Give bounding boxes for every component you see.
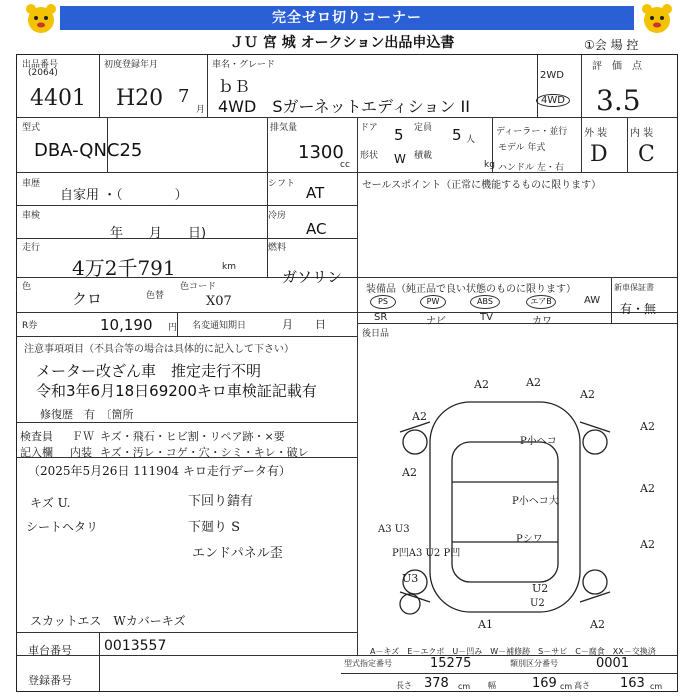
tax-label: 名変通知期日 xyxy=(192,321,247,331)
load-unit: kg xyxy=(484,160,495,170)
equip-airbag: エアB xyxy=(526,295,556,309)
fw-label: ＦＷ xyxy=(72,430,94,443)
inspect-label: 車検 xyxy=(22,211,41,221)
dmg-mark-3: A2 xyxy=(580,388,595,401)
tax-value: 月 日 xyxy=(282,318,326,331)
car-name-line2: 4WD Sガーネットエディション II xyxy=(218,97,470,116)
hand-note-line: （2025年5月26日 111904 キロ走行データ有） xyxy=(28,464,291,478)
width-unit: cm xyxy=(560,682,573,691)
type-no-label: 型式指定番号 xyxy=(344,659,392,668)
rating-label: 評 価 点 xyxy=(592,61,642,72)
dmg-mark-2: A2 xyxy=(526,376,541,389)
chassis-label: 車台番号 xyxy=(28,644,72,657)
equip-abs: ABS xyxy=(470,295,500,309)
lot-no-sub: (2064) xyxy=(28,68,58,78)
height-unit: cm xyxy=(650,682,663,691)
type-no-value: 15275 xyxy=(430,656,472,671)
mascot-icon-left xyxy=(20,2,62,40)
damage-legend: A－キズ E－エクボ U－凹み W－補修跡 S－サビ C－腐食 XX－交換済 xyxy=(370,647,656,656)
disp-label: 排気量 xyxy=(270,123,298,133)
reg-no-label: 登録番号 xyxy=(28,674,72,687)
dmg-mark-10: A2 xyxy=(590,618,605,631)
length-label: 長さ xyxy=(396,681,412,690)
door-value: 5 xyxy=(394,126,404,144)
venue-label: ①会 場 控 xyxy=(584,38,639,52)
repair-history: 修復歴 有 〔箇所 xyxy=(40,408,134,421)
color-code: X07 xyxy=(206,294,232,309)
dmg-inside-4: P凹A3 U2 P凹 xyxy=(392,548,461,559)
width-value: 169 xyxy=(532,676,557,691)
load-label: 積載 xyxy=(414,151,433,161)
dmg-mark-6: A2 xyxy=(402,466,417,479)
fw-items: キズ・飛石・ヒビ割・リペア跡・×要 xyxy=(100,430,285,443)
equip-aw: AW xyxy=(584,295,601,306)
mascot-icon-right xyxy=(636,2,678,40)
record-label: 記入欄 xyxy=(20,446,53,459)
exterior-grade: D xyxy=(590,142,608,167)
color-value: クロ xyxy=(72,290,103,308)
rear-label: 後日品 xyxy=(362,329,390,339)
new-car-value: 有・無 xyxy=(620,302,657,316)
new-car-label: 新車保証書 xyxy=(614,283,654,292)
height-label: 高さ xyxy=(574,681,590,690)
car-name-label: 車名・グレード xyxy=(212,60,276,70)
exterior-label: 外 装 xyxy=(584,128,608,139)
shift-label: シフト xyxy=(268,179,296,189)
equip-ps: PS xyxy=(370,295,396,309)
dmg-mark-7: A2 xyxy=(640,482,655,495)
history-label: 車歴 xyxy=(22,179,41,189)
reg-label: 初度登録年月 xyxy=(104,60,159,70)
cap-value: 5 xyxy=(452,126,462,144)
dmg-inside-2: P小ヘコ大 xyxy=(512,496,559,507)
ac-value: AC xyxy=(306,220,327,238)
dmg-mark-12: U2 xyxy=(532,582,549,595)
hand-note-a: キズ U. xyxy=(30,496,71,510)
fuel-label: 燃料 xyxy=(268,243,287,253)
dmg-mark-5: A2 xyxy=(640,420,655,433)
dmg-mark-4: A2 xyxy=(412,410,427,423)
dmg-mark-11: U3 xyxy=(402,572,419,585)
recycle-value: 10,190 xyxy=(100,316,153,334)
rating-score: 3.5 xyxy=(596,84,641,117)
notes-line1: メーター改ざん車 推定走行不明 xyxy=(36,362,262,380)
shape-label: 形状 xyxy=(360,151,379,161)
cap-label: 定員 xyxy=(414,123,433,133)
car-name-line1: ｂＢ xyxy=(218,77,251,96)
dealer-label: ディーラー・並行 xyxy=(496,127,568,137)
hand-note-b: シートヘタリ xyxy=(26,520,99,534)
hand-note-d: 下廻り S xyxy=(188,520,241,535)
sales-label: セールスポイント（正常に機能するものに限ります） xyxy=(362,180,602,191)
drive-2wd: 2WD xyxy=(540,70,564,81)
height-value: 163 xyxy=(620,676,645,691)
ac-label: 冷房 xyxy=(268,211,287,221)
dmg-inside-5: U2 xyxy=(530,598,545,609)
mileage-value: 4万2千791 xyxy=(72,256,176,280)
class-no-label: 類別区分番号 xyxy=(510,659,558,668)
fuel-value: ガソリン xyxy=(282,268,343,286)
dmg-mark-8: A2 xyxy=(640,538,655,551)
chassis-value: 0013557 xyxy=(104,638,167,654)
hand-note-c: 下回り錆有 xyxy=(188,494,254,509)
reg-era: H20 xyxy=(116,86,164,111)
notes-line2: 令和3年6月18日69200キロ車検証記載有 xyxy=(36,382,317,400)
shift-value: AT xyxy=(306,184,325,202)
equip-leather: カワ xyxy=(532,316,552,327)
drive-4wd: 4WD xyxy=(536,94,570,107)
color-swap-label: 色替 xyxy=(146,291,165,301)
sheet-title: ＪＵ 宮 城 オークション出品申込書 xyxy=(230,35,455,51)
equip-navi: ナビ xyxy=(426,316,446,327)
inspect-value: 年 月 日) xyxy=(110,226,207,241)
modelyear-label: モデル 年式 xyxy=(498,143,546,153)
history-value: 自家用 ・（ ） xyxy=(60,188,188,203)
interior-label: 内 装 xyxy=(630,128,654,139)
door-label: ドア xyxy=(360,123,378,133)
dmg-mark-1: A2 xyxy=(474,378,489,391)
color-label: 色 xyxy=(22,282,32,292)
cap-unit: 人 xyxy=(466,135,476,145)
model-label: 型式 xyxy=(22,123,41,133)
interior-notes-label: 内装 xyxy=(70,446,92,459)
equip-sr: SR xyxy=(374,312,388,323)
hand-note-f: スカットエス Wカバーキズ xyxy=(30,614,186,628)
recycle-unit: 円 xyxy=(168,323,178,333)
hand-note-e: エンドパネル歪 xyxy=(192,546,283,561)
inspector-label: 検査員 xyxy=(20,430,53,443)
class-no-value: 0001 xyxy=(596,656,630,671)
dmg-mark-13: A3 U3 xyxy=(378,524,410,535)
equip-label: 装備品（純正品で良い状態のものに限ります） xyxy=(366,284,576,295)
equip-pw: PW xyxy=(420,295,446,309)
banner: 完全ゼロ切りコーナー xyxy=(60,6,634,30)
disp-unit: cc xyxy=(340,160,350,170)
interior-items: キズ・汚レ・コゲ・穴・シミ・キレ・破レ xyxy=(100,446,309,459)
lot-no-label: 出品番号 xyxy=(22,60,59,70)
length-unit: cm xyxy=(458,682,471,691)
mileage-label: 走行 xyxy=(22,243,41,253)
reg-month-unit: 月 xyxy=(196,105,206,115)
equip-tv: TV xyxy=(480,312,493,323)
shape-value: W xyxy=(394,152,406,166)
recycle-label: R券 xyxy=(22,321,38,331)
length-value: 378 xyxy=(424,676,449,691)
color-code-label: 色コード xyxy=(180,282,217,292)
reg-month: 7 xyxy=(178,86,190,107)
dmg-inside-3: Pシワ xyxy=(516,534,543,545)
interior-grade: C xyxy=(638,142,655,167)
dmg-inside-1: P小ヘコ xyxy=(520,436,557,447)
notes-label: 注意事項項目（不具合等の場合は具体的に記入して下さい） xyxy=(24,344,294,355)
disp-value: 1300 xyxy=(298,142,344,163)
mileage-unit: km xyxy=(222,262,236,272)
dmg-mark-9: A1 xyxy=(478,618,493,631)
width-label: 幅 xyxy=(488,681,496,690)
lot-number: 4401 xyxy=(30,86,86,111)
handle-label: ハンドル 左・右 xyxy=(498,163,564,173)
model-value: DBA-QNC25 xyxy=(34,140,143,161)
